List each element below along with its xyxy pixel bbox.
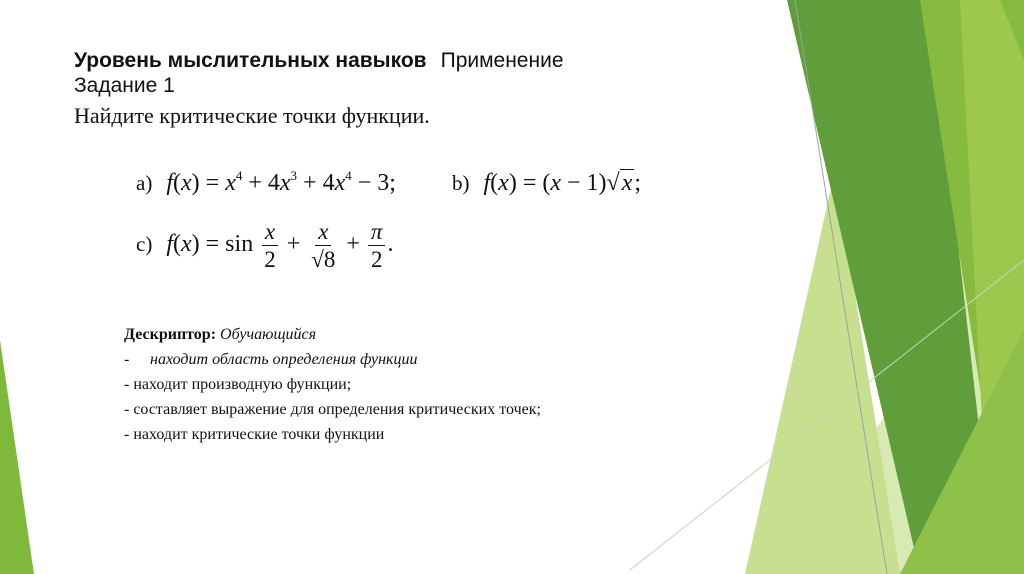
formula-a: a) $f(x) = x^4 + 4x^3 + 4x^4 - 3$; [136,168,396,196]
descriptor-label: Дескриптор: [124,326,217,343]
level-label: Уровень мыслительных навыков [74,49,427,72]
task-title: Задание 1 [74,74,175,97]
descriptor-item: - составляет выражение для определения критических точек; [124,401,541,418]
descriptor-header [124,322,541,347]
descriptor-item: - находит критические точки функции [124,426,385,443]
level-value: Применение [440,49,564,72]
formula-c: c) f(x) = sin $\frac{x}{2}$ + $\frac{x}{√8}$ + $\frac{\pi}{2}$ . [136,219,394,272]
descriptor-block [124,322,541,447]
fraction-x-over-2: $\frac{x}{2}$ [261,218,279,273]
formula-c-label: c) [136,232,153,257]
fraction-pi-over-2: $\frac{\pi}{2}$ [368,218,386,273]
fraction-x-over-sqrt8: $\frac{x}{√8}$ [311,219,336,272]
left-green-sliver [0,340,34,574]
task-instruction: Найдите критические точки функции. [74,103,430,128]
level-line [74,48,634,73]
descriptor-item: - находит область определения функции [124,351,418,368]
descriptor-item: - находит производную функции; [124,376,352,393]
formula-b-label: b) [452,171,470,195]
formula-a-label: a) [136,171,153,195]
descriptor-subject: Обучающийся [220,326,317,343]
formula-b: b) f(x) = (x − 1)√x; [452,170,642,196]
task-block [74,48,634,130]
